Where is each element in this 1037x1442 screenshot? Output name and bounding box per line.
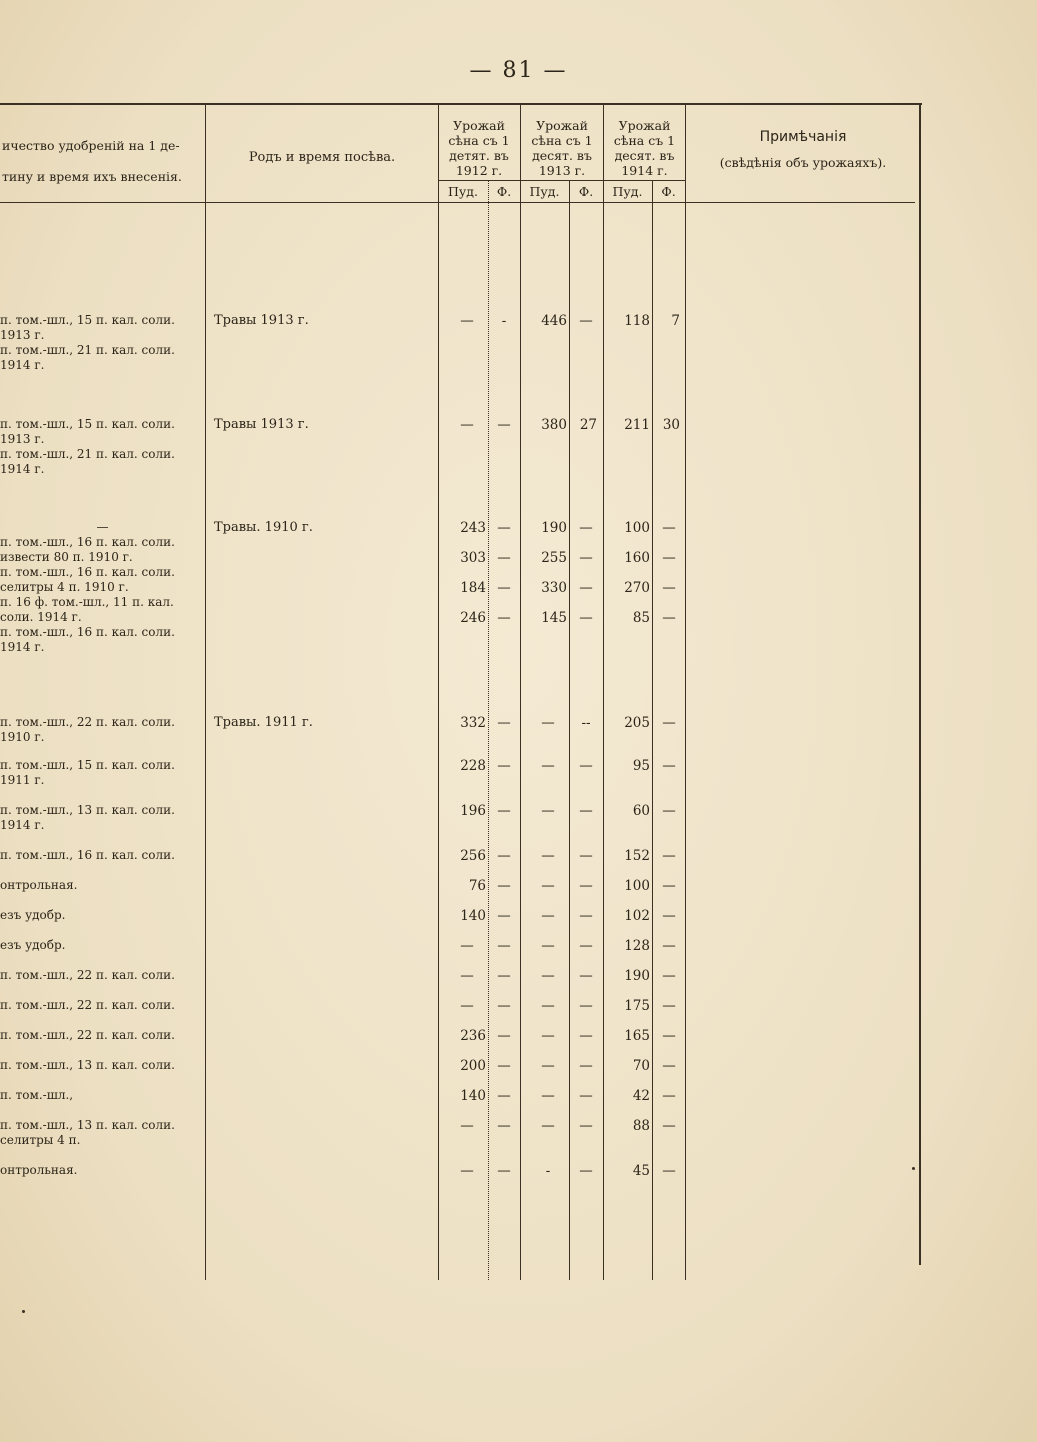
fertilizer-text: 1911 г. — [0, 773, 45, 787]
fertilizer-text: п. том.-шл., — [0, 1088, 74, 1102]
yield-pud-1914: 118 — [624, 313, 650, 329]
fertilizer-text: 1914 г. — [0, 640, 45, 654]
fertilizer-text: онтрольная. — [0, 878, 78, 892]
sowing-text: Травы. 1910 г. — [214, 520, 313, 535]
yield-f-1912: — — [497, 968, 511, 984]
header-line: десят. въ — [532, 148, 592, 163]
yield-f-1914: — — [662, 878, 676, 894]
fertilizer-text: 1914 г. — [0, 358, 45, 372]
header-fertilizer-line: ичество удобреній на 1 де- — [2, 138, 180, 153]
fertilizer-text: п. том.-шл., 16 п. кал. соли. — [0, 625, 175, 639]
yield-f-1914: 7 — [671, 313, 680, 329]
yield-pud-1914: 160 — [624, 550, 650, 566]
subheader-pud-1912: Пуд. — [448, 184, 478, 199]
header-line: 1913 г. — [538, 163, 586, 178]
fertilizer-text: 1914 г. — [0, 462, 45, 476]
yield-pud-1914: 88 — [632, 1118, 650, 1134]
fertilizer-text: 1914 г. — [0, 818, 45, 832]
yield-pud-1914: 45 — [632, 1163, 650, 1179]
subheader-pud-1914: Пуд. — [612, 184, 643, 199]
header-notes-sub: (свѣдѣнія объ урожаяхъ). — [719, 155, 887, 170]
yield-f-1914: — — [662, 1058, 676, 1074]
yield-f-1912: — — [497, 1163, 511, 1179]
yield-pud-1912: 140 — [460, 908, 486, 924]
yield-pud-1912: 196 — [460, 803, 486, 819]
sowing-text: Травы 1913 г. — [214, 313, 309, 328]
table-right-border — [919, 105, 921, 1265]
yield-pud-1912: 76 — [468, 878, 486, 894]
subheader-f-1913: Ф. — [578, 184, 594, 199]
header-notes-title: Примѣчанія — [759, 129, 847, 145]
yield-f-1913: — — [579, 1028, 593, 1044]
fertilizer-text: селитры 4 п. 1910 г. — [0, 580, 129, 594]
subheader-pud-1913: Пуд. — [529, 184, 560, 199]
yield-f-1912: - — [501, 313, 507, 329]
fertilizer-text: п. том.-шл., 22 п. кал. соли. — [0, 1028, 175, 1042]
yield-pud-1912: 332 — [460, 715, 486, 731]
yield-pud-1913: — — [541, 803, 555, 819]
fertilizer-text: п. том.-шл., 21 п. кал. соли. — [0, 343, 175, 357]
header-bottom-rule — [0, 202, 915, 203]
yield-f-1912: — — [497, 715, 511, 731]
yield-pud-1914: 60 — [632, 803, 650, 819]
fertilizer-text: 1913 г. — [0, 328, 45, 342]
yield-f-1912: — — [497, 938, 511, 954]
yield-pud-1912: 200 — [460, 1058, 486, 1074]
yield-f-1914: — — [662, 610, 676, 626]
yield-f-1913: — — [579, 610, 593, 626]
yield-pud-1912: 236 — [460, 1028, 486, 1044]
yield-pud-1913: 330 — [541, 580, 567, 596]
header-line: Урожай — [536, 118, 588, 133]
fertilizer-text: п. том.-шл., 16 п. кал. соли. — [0, 848, 175, 862]
yield-pud-1913: — — [541, 848, 555, 864]
fertilizer-text: п. том.-шл., 21 п. кал. соли. — [0, 447, 175, 461]
fertilizer-text: п. том.-шл., 13 п. кал. соли. — [0, 1118, 175, 1132]
yield-f-1912: — — [497, 1028, 511, 1044]
yield-f-1914: — — [662, 803, 676, 819]
yield-f-1914: — — [662, 1088, 676, 1104]
yield-pud-1913: — — [541, 938, 555, 954]
col-divider — [438, 105, 439, 1280]
fertilizer-text: онтрольная. — [0, 1163, 78, 1177]
yield-f-1913: — — [579, 758, 593, 774]
yield-f-1912: — — [497, 803, 511, 819]
yield-f-1913: — — [579, 1163, 593, 1179]
fertilizer-text: п. том.-шл., 16 п. кал. соли. — [0, 535, 175, 549]
yield-pud-1914: 175 — [624, 998, 650, 1014]
yield-f-1914: — — [662, 908, 676, 924]
yield-pud-1913: — — [541, 878, 555, 894]
header-yield-1912 — [440, 118, 518, 178]
fertilizer-text: езъ удобр. — [0, 938, 66, 952]
yield-f-1913: — — [579, 1058, 593, 1074]
col-divider — [603, 105, 604, 1280]
yield-f-1912: — — [497, 848, 511, 864]
fertilizer-text: п. том.-шл., 22 п. кал. соли. — [0, 968, 175, 982]
fertilizer-text: п. том.-шл., 15 п. кал. соли. — [0, 313, 175, 327]
sowing-text: Травы. 1911 г. — [214, 715, 313, 730]
fertilizer-text: извести 80 п. 1910 г. — [0, 550, 133, 564]
yield-f-1914: — — [662, 1118, 676, 1134]
yield-pud-1913: 190 — [541, 520, 567, 536]
yield-f-1913: — — [579, 1088, 593, 1104]
yield-pud-1912: 140 — [460, 1088, 486, 1104]
yield-pud-1912: — — [460, 417, 474, 433]
yield-f-1913: — — [579, 938, 593, 954]
yield-f-1912: — — [497, 1118, 511, 1134]
yield-pud-1914: 100 — [624, 878, 650, 894]
yield-f-1912: — — [497, 1088, 511, 1104]
yield-f-1914: — — [662, 715, 676, 731]
yield-f-1913: — — [579, 1118, 593, 1134]
header-line: Урожай — [618, 118, 671, 133]
yield-f-1913: — — [579, 550, 593, 566]
yield-pud-1914: 165 — [624, 1028, 650, 1044]
fertilizer-text: соли. 1914 г. — [0, 610, 82, 624]
yield-pud-1913: — — [541, 1088, 555, 1104]
col-divider — [205, 105, 206, 1280]
yield-pud-1914: 152 — [624, 848, 650, 864]
header-fertilizer-line: тину и время ихъ внесенія. — [2, 169, 182, 184]
table-top-rule — [0, 103, 922, 105]
yield-f-1913: 27 — [579, 417, 597, 433]
header-line: сѣна съ 1 — [448, 133, 510, 148]
yield-f-1914: — — [662, 550, 676, 566]
yield-pud-1914: 70 — [632, 1058, 650, 1074]
yield-f-1913: -- — [581, 715, 591, 731]
yield-pud-1914: 190 — [624, 968, 650, 984]
yield-pud-1914: 85 — [632, 610, 650, 626]
yield-pud-1912: — — [460, 998, 474, 1014]
yield-pud-1913: — — [541, 1028, 555, 1044]
yield-pud-1913: — — [541, 1118, 555, 1134]
yield-f-1912: — — [497, 550, 511, 566]
fertilizer-text: п. том.-шл., 22 п. кал. соли. — [0, 998, 175, 1012]
yield-pud-1912: — — [460, 968, 474, 984]
yield-pud-1912: 246 — [460, 610, 486, 626]
yield-pud-1913: — — [541, 908, 555, 924]
yield-pud-1913: - — [545, 1163, 551, 1179]
header-yield-1913 — [522, 118, 602, 178]
yield-f-1913: — — [579, 878, 593, 894]
col-divider — [652, 180, 653, 1280]
yield-pud-1913: — — [541, 1058, 555, 1074]
fertilizer-text: 1913 г. — [0, 432, 45, 446]
yield-f-1914: — — [662, 998, 676, 1014]
subheader-rule — [438, 180, 685, 181]
header-line: сѣна съ 1 — [531, 133, 593, 148]
header-line: десят. въ — [614, 148, 675, 163]
col-divider — [685, 105, 686, 1280]
col-divider — [488, 180, 489, 1280]
yield-pud-1912: — — [460, 1163, 474, 1179]
header-fertilizer — [2, 138, 202, 184]
yield-f-1913: — — [579, 908, 593, 924]
yield-pud-1912: — — [460, 313, 474, 329]
fertilizer-text: п. том.-шл., 13 п. кал. соли. — [0, 1058, 175, 1072]
fertilizer-text: п. том.-шл., 15 п. кал. соли. — [0, 758, 175, 772]
header-line: Урожай — [453, 118, 505, 133]
yield-pud-1913: 145 — [541, 610, 567, 626]
yield-f-1913: — — [579, 968, 593, 984]
yield-pud-1913: — — [541, 758, 555, 774]
yield-f-1912: — — [497, 878, 511, 894]
col-divider — [569, 180, 570, 1280]
yield-f-1914: — — [662, 1163, 676, 1179]
yield-pud-1913: 446 — [541, 313, 567, 329]
fertilizer-text: п. том.-шл., 16 п. кал. соли. — [0, 565, 175, 579]
yield-pud-1912: 303 — [460, 550, 486, 566]
yield-pud-1914: 42 — [632, 1088, 650, 1104]
yield-f-1912: — — [497, 580, 511, 596]
fertilizer-text: селитры 4 п. — [0, 1133, 81, 1147]
yield-f-1913: — — [579, 580, 593, 596]
yield-pud-1912: 243 — [460, 520, 486, 536]
col-divider — [520, 105, 521, 1280]
yield-f-1914: — — [662, 1028, 676, 1044]
yield-pud-1914: 205 — [624, 715, 650, 731]
fertilizer-text: п. том.-шл., 22 п. кал. соли. — [0, 715, 175, 729]
yield-f-1914: — — [662, 848, 676, 864]
yield-pud-1912: 228 — [460, 758, 486, 774]
yield-f-1913: — — [579, 313, 593, 329]
subheader-f-1912: Ф. — [496, 184, 512, 199]
yield-pud-1914: 102 — [624, 908, 650, 924]
yield-f-1912: — — [497, 610, 511, 626]
yield-f-1912: — — [497, 998, 511, 1014]
page-number: — 81 — — [469, 58, 568, 83]
yield-f-1913: — — [579, 998, 593, 1014]
yield-pud-1913: 380 — [541, 417, 567, 433]
yield-f-1914: — — [662, 520, 676, 536]
yield-f-1912: — — [497, 1058, 511, 1074]
yield-pud-1914: 128 — [624, 938, 650, 954]
yield-f-1913: — — [579, 848, 593, 864]
subheader-f-1914: Ф. — [661, 184, 676, 199]
yield-pud-1912: 256 — [460, 848, 486, 864]
yield-f-1914: — — [662, 938, 676, 954]
yield-f-1912: — — [497, 417, 511, 433]
stray-dot — [22, 1310, 25, 1313]
fertilizer-text: — — [96, 520, 109, 534]
fertilizer-text: п. том.-шл., 13 п. кал. соли. — [0, 803, 175, 817]
yield-pud-1912: — — [460, 1118, 474, 1134]
yield-f-1914: 30 — [662, 417, 680, 433]
header-yield-1914 — [605, 118, 684, 178]
yield-pud-1913: — — [541, 998, 555, 1014]
header-line: 1914 г. — [621, 163, 668, 178]
yield-pud-1912: 184 — [460, 580, 486, 596]
yield-pud-1914: 95 — [632, 758, 650, 774]
header-line: сѣна съ 1 — [613, 133, 676, 148]
header-sowing: Родъ и время посѣва. — [248, 150, 396, 165]
yield-f-1912: — — [497, 520, 511, 536]
sowing-text: Травы 1913 г. — [214, 417, 309, 432]
yield-pud-1914: 270 — [624, 580, 650, 596]
yield-pud-1913: — — [541, 968, 555, 984]
yield-f-1913: — — [579, 520, 593, 536]
header-line: детят. въ — [449, 148, 509, 163]
stray-dot — [912, 1167, 915, 1170]
yield-pud-1914: 211 — [624, 417, 650, 433]
yield-f-1914: — — [662, 758, 676, 774]
fertilizer-text: езъ удобр. — [0, 908, 66, 922]
yield-f-1912: — — [497, 908, 511, 924]
yield-f-1914: — — [662, 968, 676, 984]
fertilizer-text: п. 16 ф. том.-шл., 11 п. кал. — [0, 595, 174, 609]
yield-f-1912: — — [497, 758, 511, 774]
fertilizer-text: 1910 г. — [0, 730, 45, 744]
yield-f-1914: — — [662, 580, 676, 596]
yield-f-1913: — — [579, 803, 593, 819]
header-notes — [688, 130, 918, 170]
yield-pud-1912: — — [460, 938, 474, 954]
yield-pud-1914: 100 — [624, 520, 650, 536]
header-line: 1912 г. — [455, 163, 503, 178]
fertilizer-text: п. том.-шл., 15 п. кал. соли. — [0, 417, 175, 431]
yield-pud-1913: — — [541, 715, 555, 731]
yield-pud-1913: 255 — [541, 550, 567, 566]
